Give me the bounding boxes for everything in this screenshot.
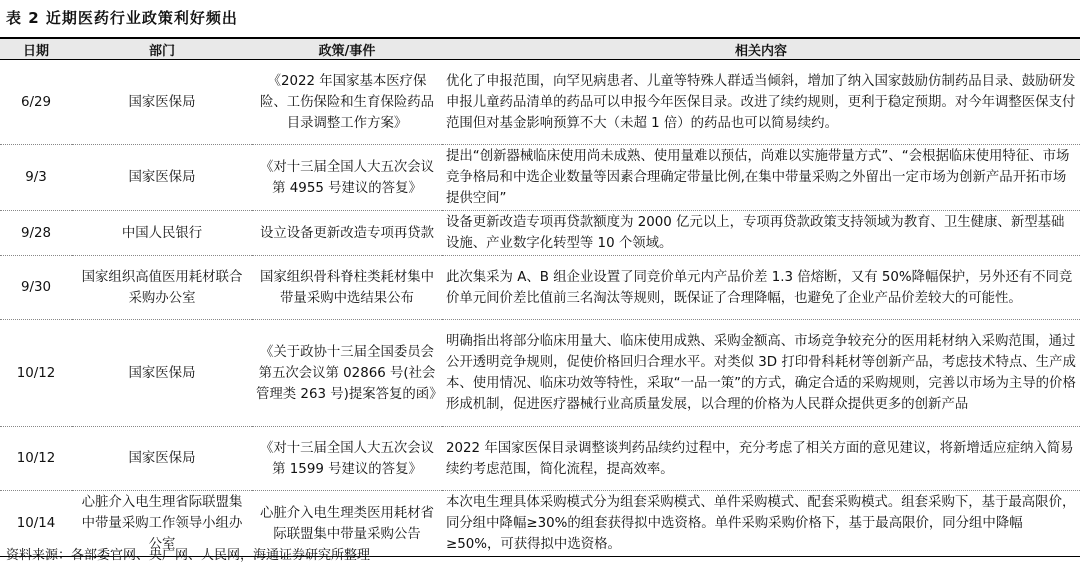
row-dept: 心脏介入电生理省际联盟集中带量采购工作领导小组办公室 <box>72 491 252 557</box>
row-date: 10/12 <box>0 427 72 491</box>
row-content: 此次集采为 A、B 组企业设置了同竞价单元内产品价差 1.3 倍熔断，又有 50%降幅保护，另外还有不同竞价单元间价差比值前三名淘汰等规则，既保证了合理降幅，也避免了企业产品价差较大的可能性。 <box>442 256 1080 320</box>
table-row <box>0 211 1080 256</box>
row-policy: 《2022 年国家基本医疗保险、工伤保险和生育保险药品目录调整工作方案》 <box>252 60 442 145</box>
row-date: 9/28 <box>0 211 72 256</box>
table-row <box>0 427 1080 491</box>
table-row <box>0 256 1080 320</box>
table-row <box>0 320 1080 427</box>
row-content: 提出“创新器械临床使用尚未成熟、使用量难以预估，尚难以实施带量方式”、“会根据临床使用特征、市场竞争格局和中选企业数量等因素合理确定带量比例,在集中带量采购之外留出一定市场为创新产品开拓市场提供空间” <box>442 145 1080 211</box>
source-note: 资料来源：各部委官网、央广网、人民网，海通证券研究所整理 <box>6 548 371 563</box>
header-policy: 政策/事件 <box>252 38 442 60</box>
row-dept: 国家组织高值医用耗材联合采购办公室 <box>72 256 252 320</box>
row-content: 明确指出将部分临床用量大、临床使用成熟、采购金额高、市场竞争较充分的医用耗材纳入采购范围，通过公开透明竞争规则，促使价格回归合理水平。对类似 3D 打印骨科耗材等创新产品，考虑技术特点、生产成本、使用情况、临床功效等特性，采取“一品一策”的方式，确定合适的采购规则，完善以市场为主导的价格形成机制，促进医疗器械行业高质量发展，以合理的价格为人民群众提供更多的创新产品 <box>442 320 1080 427</box>
row-dept: 国家医保局 <box>72 145 252 211</box>
table-row <box>0 60 1080 145</box>
row-content: 优化了申报范围，向罕见病患者、儿童等特殊人群适当倾斜，增加了纳入国家鼓励仿制药品目录、鼓励研发申报儿童药品清单的药品可以申报今年医保目录。改进了续约规则，更利于稳定预期。对今年调整医保支付范围但对基金影响预算不大（未超 1 倍）的药品也可以简易续约。 <box>442 60 1080 145</box>
row-policy: 设立设备更新改造专项再贷款 <box>252 211 442 256</box>
row-date: 9/3 <box>0 145 72 211</box>
row-policy: 心脏介入电生理类医用耗材省际联盟集中带量采购公告 <box>252 491 442 557</box>
header-content: 相关内容 <box>442 38 1080 60</box>
row-policy: 《对十三届全国人大五次会议第 1599 号建议的答复》 <box>252 427 442 491</box>
header-dept: 部门 <box>72 38 252 60</box>
table-title: 表 2 近期医药行业政策利好频出 <box>6 9 238 27</box>
policy-table <box>0 37 1080 557</box>
row-dept: 国家医保局 <box>72 320 252 427</box>
table-row <box>0 145 1080 211</box>
row-date: 9/30 <box>0 256 72 320</box>
row-dept: 国家医保局 <box>72 427 252 491</box>
row-date: 10/12 <box>0 320 72 427</box>
row-dept: 中国人民银行 <box>72 211 252 256</box>
row-content: 本次电生理具体采购模式分为组套采购模式、单件采购模式、配套采购模式。组套采购下，基于最高限价，同分组中降幅≥30%的组套获得拟中选资格。单件采购采购价格下，基于最高限价，同分组中降幅≥50%，可获得拟中选资格。 <box>442 491 1080 557</box>
row-date: 6/29 <box>0 60 72 145</box>
row-policy: 《关于政协十三届全国委员会第五次会议第 02866 号(社会管理类 263 号)提案答复的函》 <box>252 320 442 427</box>
row-dept: 国家医保局 <box>72 60 252 145</box>
row-content: 2022 年国家医保目录调整谈判药品续约过程中，充分考虑了相关方面的意见建议，将新增适应症纳入简易续约考虑范围，简化流程，提高效率。 <box>442 427 1080 491</box>
table-header-row <box>0 38 1080 60</box>
row-date: 10/14 <box>0 491 72 557</box>
row-policy: 国家组织骨科脊柱类耗材集中带量采购中选结果公布 <box>252 256 442 320</box>
row-policy: 《对十三届全国人大五次会议第 4955 号建议的答复》 <box>252 145 442 211</box>
row-content: 设备更新改造专项再贷款额度为 2000 亿元以上，专项再贷款政策支持领域为教育、卫生健康、新型基础设施、产业数字化转型等 10 个领域。 <box>442 211 1080 256</box>
header-date: 日期 <box>0 38 72 60</box>
